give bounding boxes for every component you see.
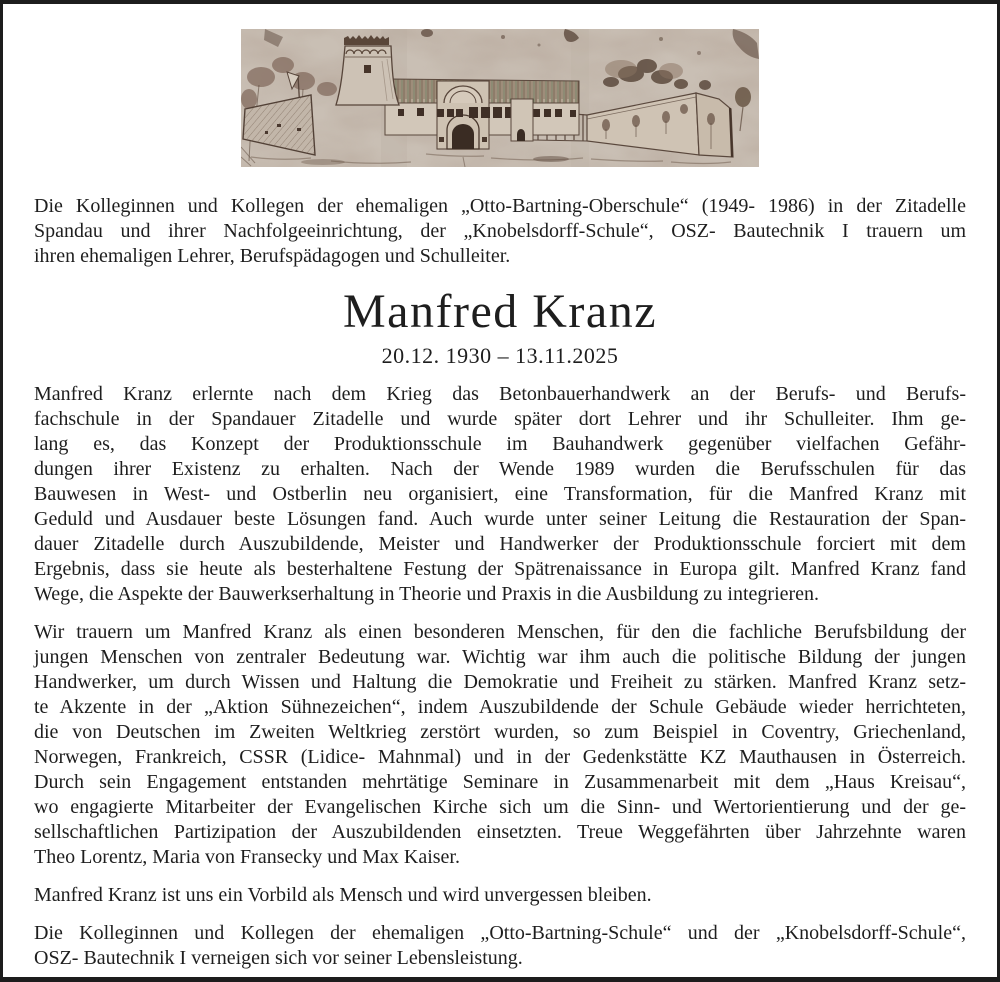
life-dates: 20.12. 1930 – 13.11.2025 xyxy=(381,343,619,368)
deceased-name: Manfred Kranz xyxy=(342,285,657,338)
text-line: Die Kolleginnen und Kollegen der ehemaligen „Otto-Bartning-Oberschule“ (1949- 1986) in der Zitadelle xyxy=(34,195,966,217)
text-line: te Akzente in der „Aktion Sühnezeichen“, indem Auszubildende der Schule Gebäude wieder herrichteten, xyxy=(34,696,966,718)
paragraph xyxy=(34,620,966,870)
text-line: dungen ihrer Existenz zu erhalten. Nach der Wende 1989 wurden die Berufsschulen für das xyxy=(34,458,966,480)
text-line: Spandau und ihrer Nachfolgeeinrichtung, der „Knobelsdorff-Schule“, OSZ- Bautechnik I trauern um xyxy=(34,220,966,242)
text-line: wo engagierte Mitarbeiter der Evangelischen Kirche sich um die Sinn- und Wertorientierung und der ge- xyxy=(34,796,966,818)
obituary-text-column xyxy=(3,194,997,971)
text-line: Die Kolleginnen und Kollegen der ehemaligen „Otto-Bartning-Schule“ und der „Knobelsdorff-Schule“, xyxy=(34,922,966,944)
intro-paragraph xyxy=(34,194,966,269)
citadel-drawing-icon xyxy=(241,29,759,167)
text-line: sellschaftlichen Partizipation der Auszubildenden einsetzten. Treue Weggefährten über Jahrzehnte waren xyxy=(34,821,966,843)
text-line: lang es, das Konzept der Produktionsschule im Bauhandwerk gegenüber vielfachen Gefähr- xyxy=(34,433,966,455)
text-line: Handwerker, um durch Wissen und Haltung die Demokratie und Freiheit zu stärken. Manfred Kranz setz- xyxy=(34,671,966,693)
text-line: OSZ- Bautechnik I verneigen sich vor seiner Lebensleistung. xyxy=(34,947,523,969)
citadel-sketch xyxy=(241,29,759,167)
text-line: dauer Zitadelle durch Auszubildende, Meister und Handwerker der Produktionsschule forciert mit dem xyxy=(34,533,966,555)
text-line: Geduld und Ausdauer beste Lösungen fand. Auch wurde unter seiner Leitung die Restauration der Span- xyxy=(34,508,966,530)
text-line: Wir trauern um Manfred Kranz als einen besonderen Menschen, für den die fachliche Berufsbildung der xyxy=(34,621,966,643)
text-line: Norwegen, Frankreich, CSSR (Lidice- Mahnmal) und in der Gedenkstätte KZ Mauthausen in Österreich. xyxy=(34,746,966,768)
text-line: Manfred Kranz erlernte nach dem Krieg das Betonbauerhandwerk an der Berufs- und Berufs- xyxy=(34,383,966,405)
text-line: Bauwesen in West- und Ostberlin neu organisiert, eine Transformation, für die Manfred Kranz mit xyxy=(34,483,966,505)
body-paragraphs xyxy=(34,382,966,971)
text-line: fachschule in der Spandauer Zitadelle und wurde später dort Lehrer und ihr Schulleiter. Ihm ge- xyxy=(34,408,966,430)
text-line: die von Deutschen im Zweiten Weltkrieg zerstört wurden, so zum Beispiel in Coventry, Griechenland, xyxy=(34,721,966,743)
paragraph xyxy=(34,382,966,607)
paragraph xyxy=(34,921,966,971)
text-line: ihren ehemaligen Lehrer, Berufspädagogen und Schulleiter. xyxy=(34,245,511,267)
text-line: jungen Menschen von zentraler Bedeutung war. Wichtig war ihm auch die politische Bildung der jungen xyxy=(34,646,966,668)
text-line: Durch sein Engagement entstanden mehrtätige Seminare in Zusammenarbeit mit dem „Haus Kreisau“, xyxy=(34,771,966,793)
paragraph xyxy=(34,883,966,908)
text-line: Ergebnis, dass sie heute als besterhaltene Festung der Spätrenaissance in Europa gilt. Manfred Kranz fand xyxy=(34,558,966,580)
text-line: Wege, die Aspekte der Bauwerkserhaltung in Theorie und Praxis in die Ausbildung zu integrieren. xyxy=(34,583,820,605)
text-line: Manfred Kranz ist uns ein Vorbild als Mensch und wird unvergessen bleiben. xyxy=(34,884,652,906)
text-line: Theo Lorentz, Maria von Fransecky und Max Kaiser. xyxy=(34,846,460,868)
